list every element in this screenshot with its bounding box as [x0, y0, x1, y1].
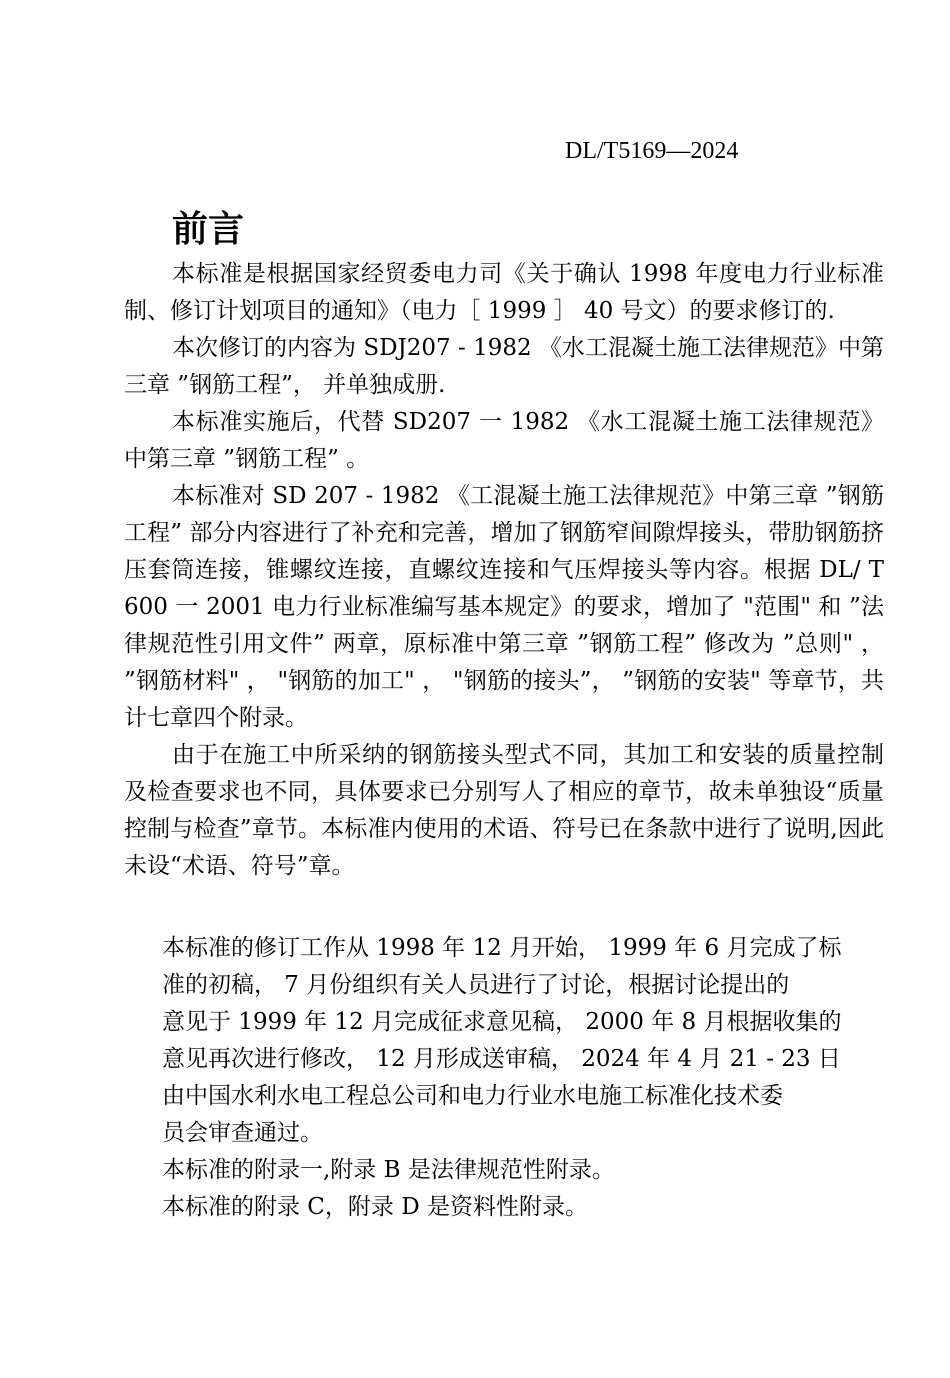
preface-body — [124, 256, 884, 885]
appendix-note-normative: 本标准的附录一,附录 B 是法律规范性附录。 — [162, 1157, 615, 1183]
paragraph-replacement: 本标准实施后，代替 SD207 一 1982 《水工混凝土施工法律规范》中第三章 ”钢筋工程” 。 — [124, 409, 884, 472]
paragraph-supplements: 本标准对 SD 207 - 1982 《工混凝土施工法律规范》中第三章 ”钢筋工程” 部分内容进行了补充和完善，增加了钢筋窄间隙焊接头，带肋钢筋挤压套筒连接，锥螺纹连接，直螺纹连接和气压焊接头等内容。根据 DL/ T 600 一 2001 电力行业标准编写基本规定》的要求，增加了 "范围" 和 ”法律规范性引用文件” 两章，原标准中第三章 ”钢筋工程” 修改为 ”总则" ， ”钢筋材料" ， "钢筋的加工" ， "钢筋的接头”， ”钢筋的安装" 等章节，共计七章四个附录。 — [124, 483, 884, 731]
history-line: 意见于 1999 年 12 月完成征求意见稿， 2000 年 8 月根据收集的 — [162, 1009, 842, 1035]
paragraph-revision-basis: 本标准是根据国家经贸委电力司《关于确认 1998 年度电力行业标准制、修订计划项目的通知》（电力［ 1999 ］ 40 号文）的要求修订的. — [124, 261, 884, 324]
appendix-notes — [162, 1152, 862, 1226]
document-number: DL/T5169—2024 — [565, 138, 739, 164]
page-title: 前言 — [172, 209, 245, 250]
history-line: 意见再次进行修改， 12 月形成送审稿， 2024 年 4 月 21 - 23 日 — [162, 1046, 841, 1072]
appendix-note-informative: 本标准的附录 C，附录 D 是资料性附录。 — [162, 1194, 588, 1220]
paragraph-revision-content: 本次修订的内容为 SDJ207 - 1982 《水工混凝土施工法律规范》中第三章 ”钢筋工程”， 并单独成册. — [124, 335, 884, 398]
history-line: 本标准的修订工作从 1998 年 12 月开始， 1999 年 6 月完成了标 — [162, 935, 842, 961]
history-line: 准的初稿， 7 月份组织有关人员进行了讨论，根据讨论提出的 — [162, 972, 790, 998]
revision-history — [162, 930, 862, 1152]
history-line: 由中国水利水电工程总公司和电力行业水电施工标准化技术委 — [162, 1083, 783, 1109]
revision-history-paragraph — [162, 930, 862, 1152]
history-line: 员会审查通过。 — [162, 1120, 323, 1146]
paragraph-quality-control: 由于在施工中所采纳的钢筋接头型式不同，其加工和安装的质量控制及检查要求也不同，具体要求已分别写人了相应的章节，故未单独设“质量控制与检查”章节。本标准内使用的术语、符号已在条款中进行了说明,因此未设“术语、符号”章。 — [124, 742, 884, 879]
